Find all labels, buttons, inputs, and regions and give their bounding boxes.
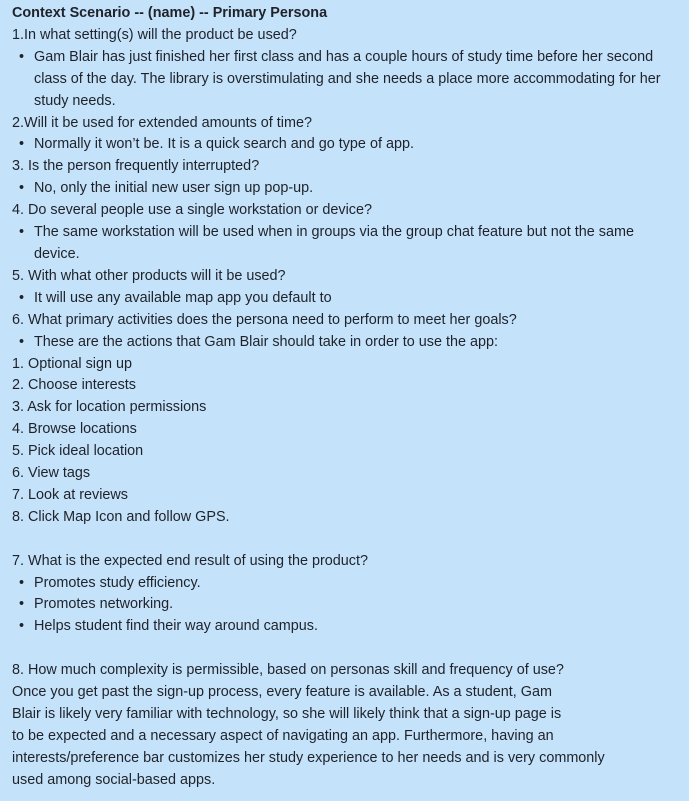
answer-1-bullet: • Gam Blair has just finished her first class and has a couple hours of study time before her second class of the day. The library is overstimulating and she needs a place more accommodating for her study needs. xyxy=(12,47,679,113)
question-1: 1.In what setting(s) will the product be used? xyxy=(12,26,297,43)
step-item: 8. Click Map Icon and follow GPS. xyxy=(12,508,230,525)
question-7: 7. What is the expected end result of using the product? xyxy=(12,552,368,569)
answer-8-line: to be expected and a necessary aspect of navigating an app. Furthermore, having an xyxy=(12,727,554,744)
step-item: 3. Ask for location permissions xyxy=(12,399,207,416)
question-2: 2.Will it be used for extended amounts of time? xyxy=(12,114,312,131)
answer-6-bullet: • These are the actions that Gam Blair should take in order to use the app: xyxy=(12,332,679,354)
step-item: 5. Pick ideal location xyxy=(12,443,144,460)
step-item: 6. View tags xyxy=(12,465,91,482)
answer-3-bullet: • No, only the initial new user sign up pop-up. xyxy=(12,178,679,200)
answer-7-bullet: • Promotes study efficiency. xyxy=(12,573,679,595)
spacer xyxy=(12,529,679,551)
answer-7-bullet: • Promotes networking. xyxy=(12,594,679,616)
document-title: Context Scenario -- (name) -- Primary Persona xyxy=(12,5,328,21)
question-3: 3. Is the person frequently interrupted? xyxy=(12,158,260,175)
answer-8-line: Blair is likely very familiar with technology, so she will likely think that a sign-up page is xyxy=(12,705,562,722)
answer-5-bullet: • It will use any available map app you default to xyxy=(12,288,679,310)
step-item: 1. Optional sign up xyxy=(12,355,133,372)
question-4: 4. Do several people use a single workstation or device? xyxy=(12,202,372,219)
answer-2-bullet: • Normally it won’t be. It is a quick search and go type of app. xyxy=(12,134,679,156)
step-item: 2. Choose interests xyxy=(12,377,136,394)
question-5: 5. With what other products will it be used? xyxy=(12,267,286,284)
question-8: 8. How much complexity is permissible, based on personas skill and frequency of use? xyxy=(12,662,564,679)
question-6: 6. What primary activities does the persona need to perform to meet her goals? xyxy=(12,311,517,328)
answer-8-line: Once you get past the sign-up process, every feature is available. As a student, Gam xyxy=(12,684,552,701)
answer-8-line: used among social-based apps. xyxy=(12,771,216,788)
answer-4-bullet: • The same workstation will be used when in groups via the group chat feature but not the same device. xyxy=(12,222,679,266)
step-item: 4. Browse locations xyxy=(12,421,137,438)
answer-8-line: interests/preference bar customizes her study experience to her needs and is very commonly xyxy=(12,749,605,766)
answer-7-bullet: • Helps student find their way around campus. xyxy=(12,616,679,638)
step-item: 7. Look at reviews xyxy=(12,486,128,503)
spacer xyxy=(12,638,679,660)
